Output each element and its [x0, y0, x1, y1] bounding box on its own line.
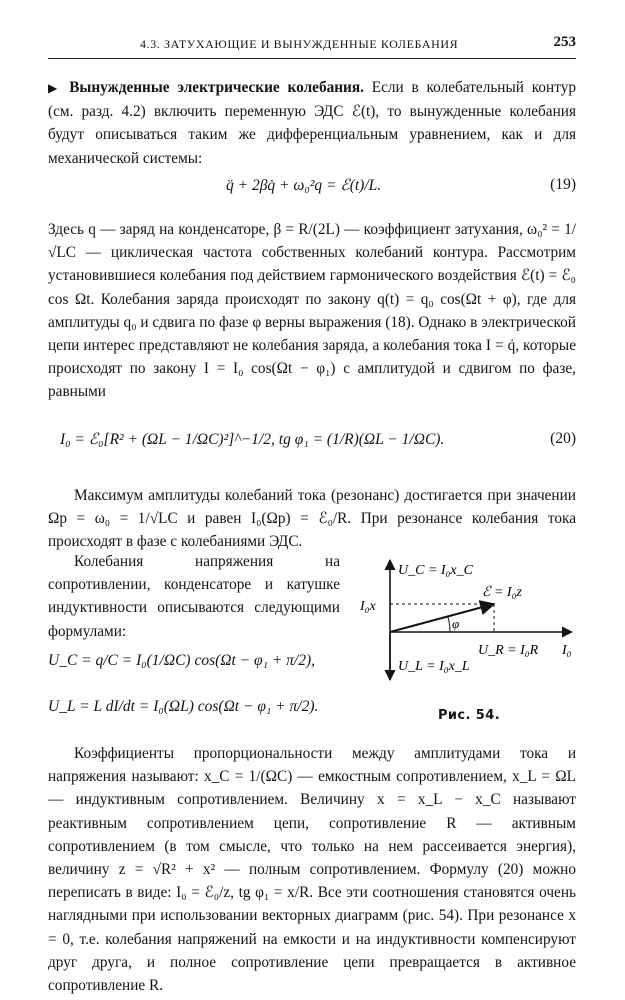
equation-number: (20) — [550, 430, 576, 447]
paragraph-text: Коэффициенты пропорциональности между амплитудами тока и напряжения называют: x_C = 1/(ΩC) — емкостным сопротивлением, x_L = ΩL — индуктивным сопротивлением. Величину x = x_L − x_C называют реактивным сопротивлением цепи, сопротивление R — активным сопротивлением (в том смысле, что только на нем рассеивается энергия), величину z = √R² + x² — полным сопротивлением. Формулу (20) можно переписать в виде: I₀ = ℰ₀/z, tg φ₁ = x/R. Все эти соотношения становятся очень наглядными при использовании векторных диаграмм (рис. 54). При резонансе x = 0, т.е. колебания напряжений на емкости и на индуктивности компенсируют друг друга, и полное сопротивление цепи превращается в активное сопротивление R. — [48, 745, 576, 995]
paragraph-voltages — [48, 550, 340, 643]
paragraph-text: Максимум амплитуды колебаний тока (резонанс) достигается при значении Ωр = ω₀ = 1/√LC и равен I₀(Ωр) = ℰ₀/R. При резонансе колебания тока происходят в фазе с колебаниями ЭДС. — [48, 487, 576, 551]
figure-caption: Рис. 54. — [438, 708, 501, 723]
label-emf: ℰ = I₀z — [482, 585, 522, 600]
equation-body: I₀ = ℰ₀[R² + (ΩL − 1/ΩC)²]^−1/2, tg φ₁ = (1/R)(ΩL − 1/ΩC). — [60, 431, 445, 448]
header-section-title: 4.3. ЗАТУХАЮЩИЕ И ВЫНУЖДЕННЫЕ КОЛЕБАНИЯ — [140, 37, 459, 51]
paragraph-text: Если в колебательный контур (см. разд. 4.2) включить переменную ЭДС ℰ(t), то вынужденные колебания будут описываться таким же дифференциальным уравнением, как и для механической системы: — [48, 79, 577, 167]
label-uc: U_C = I₀x_C — [398, 563, 473, 578]
label-phi: φ — [452, 616, 460, 631]
equation-20 — [48, 426, 576, 456]
label-i0x: I₀x — [360, 599, 376, 614]
vector-diagram — [352, 552, 584, 732]
running-header — [48, 34, 576, 54]
paragraph-text: Колебания напряжения на сопротивлении, конденсаторе и катушке индуктивности описываются следующими формулами: — [48, 553, 340, 640]
paragraph-forced-oscillations — [48, 76, 576, 170]
equation-body: q̈ + 2βq̇ + ω₀²q = ℰ(t)/L. — [226, 177, 382, 194]
section-marker-icon: ▶ — [48, 81, 62, 95]
paragraph-impedance — [48, 742, 576, 997]
paragraph-resonance — [48, 484, 576, 554]
paragraph-notation — [48, 218, 576, 404]
emf-vector — [390, 604, 494, 632]
header-rule — [48, 58, 576, 59]
label-ul: U_L = I₀x_L — [398, 659, 470, 674]
page-number: 253 — [553, 34, 576, 50]
phase-angle-arc — [448, 617, 450, 632]
paragraph-text: Здесь q — заряд на конденсаторе, β = R/(2L) — коэффициент затухания, ω₀² = 1/√LC — циклическая частота собственных колебаний контура. Рассмотрим установившиеся колебания под действием гармонического воздействия ℰ(t) = ℰ₀ cos Ωt. Колебания заряда происходят по закону q(t) = q₀ cos(Ωt + φ), где для амплитуды q₀ и сдвига по фазе φ верны выражения (18). Однако в электрической цепи интерес представляют не колебания заряда, а колебания тока I = q̇, которые происходят по закону I = I₀ cos(Ωt − φ₁) с амплитудой и сдвигом по фазе, равными — [48, 221, 576, 401]
formula-uc: U_C = q/C = I₀(1/ΩC) cos(Ωt − φ₁ + π/2), — [48, 652, 316, 669]
label-i0: I₀ — [562, 643, 572, 658]
label-ur: U_R = I₀R — [478, 643, 539, 658]
formula-ul: U_L = L dI/dt = I₀(ΩL) cos(Ωt − φ₁ + π/2). — [48, 698, 319, 715]
equation-19 — [48, 172, 576, 202]
equation-number: (19) — [550, 176, 576, 193]
run-in-heading: Вынужденные электрические колебания. — [69, 79, 364, 96]
